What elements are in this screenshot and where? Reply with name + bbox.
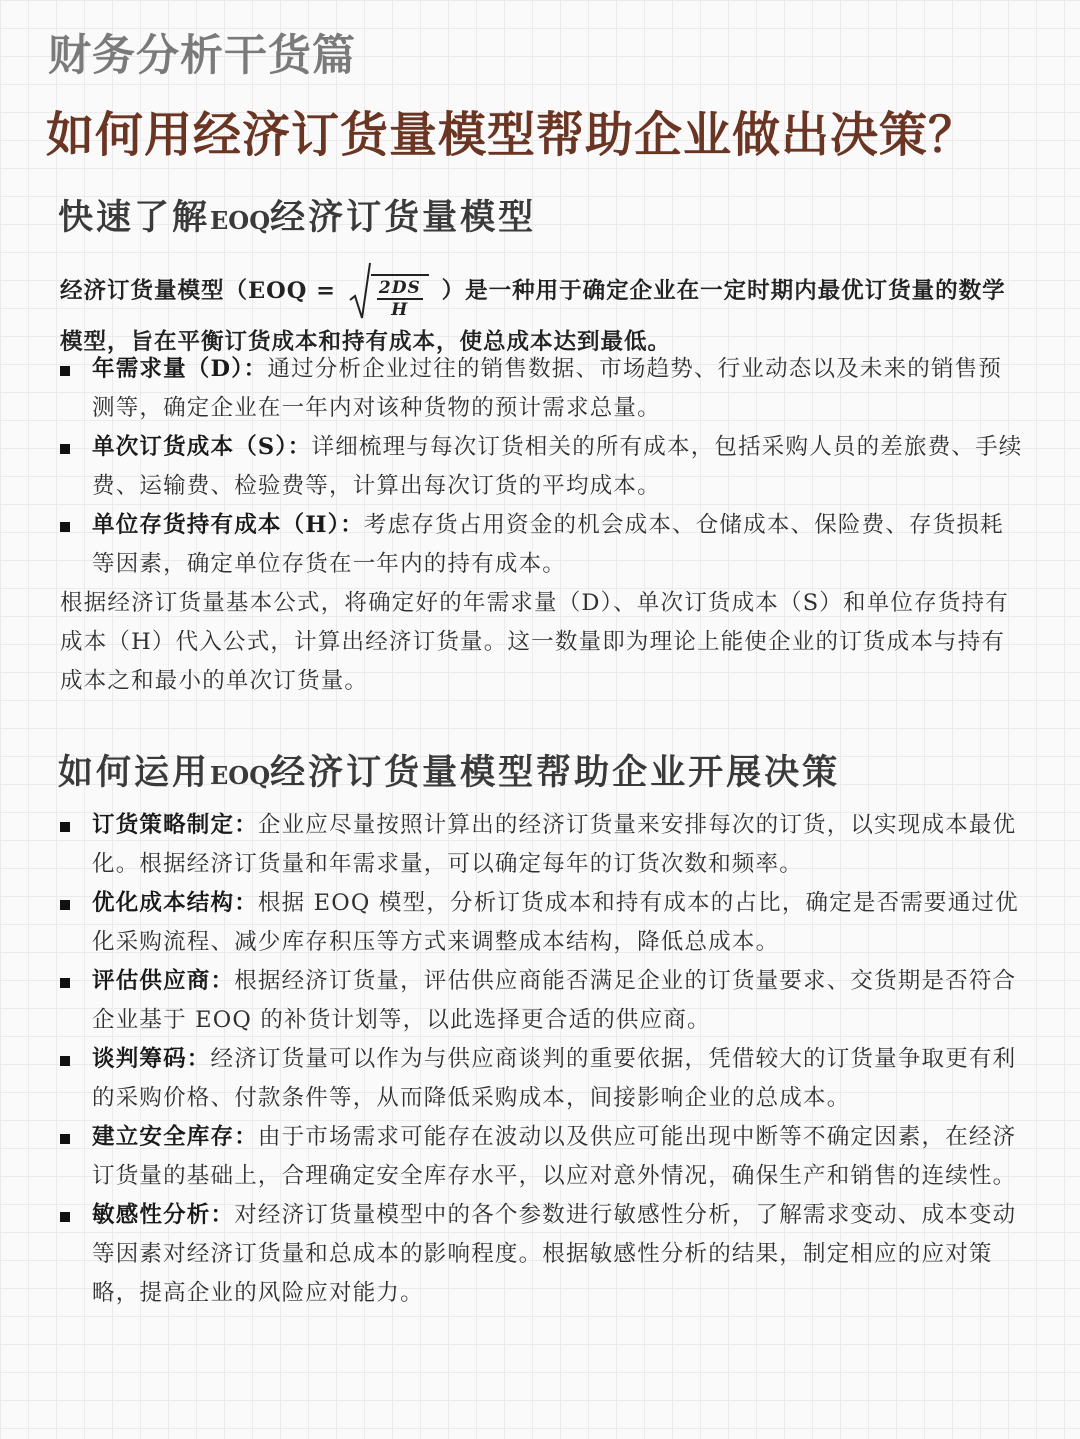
eoq-formula bbox=[349, 262, 429, 320]
list-item-text: 根据经济订货量，评估供应商能否满足企业的订货量要求、交货期是否符合企业基于 EOQ 的补货计划等，以此选择更合适的供应商。 bbox=[92, 968, 1017, 1033]
section1-intro bbox=[60, 262, 1020, 364]
list-item-term: 单位存货持有成本（H）： bbox=[92, 512, 364, 538]
sqrt-icon bbox=[349, 262, 371, 320]
list-item-term: 谈判筹码： bbox=[92, 1046, 211, 1072]
list-item-text: 考虑存货占用资金的机会成本、仓储成本、保险费、存货损耗等因素，确定单位存货在一年内的持有成本。 bbox=[92, 512, 1004, 577]
section2-heading bbox=[58, 745, 840, 795]
section1-heading-pre: 快速了解 bbox=[58, 198, 211, 238]
square-bullet-icon bbox=[60, 444, 70, 454]
list-item-term: 单次订货成本（S）： bbox=[92, 434, 312, 460]
section1-heading-post: 经济订货量模型 bbox=[270, 198, 537, 238]
list-item bbox=[60, 1118, 1025, 1196]
section1-heading bbox=[58, 190, 536, 240]
section2-heading-eoq: EOQ bbox=[210, 761, 271, 790]
square-bullet-icon bbox=[60, 900, 70, 910]
page-title: 如何用经济订货量模型帮助企业做出决策？ bbox=[46, 107, 978, 163]
section2-list bbox=[60, 806, 1025, 1313]
list-item bbox=[60, 806, 1025, 884]
square-bullet-icon bbox=[60, 366, 70, 376]
list-item-text: 经济订货量可以作为与供应商谈判的重要依据，凭借较大的订货量争取更有利的采购价格、付款条件等，从而降低采购成本，间接影响企业的总成本。 bbox=[92, 1046, 1017, 1111]
list-item-term: 订货策略制定： bbox=[92, 812, 258, 838]
list-item-text: 对经济订货量模型中的各个参数进行敏感性分析，了解需求变动、成本变动等因素对经济订货量和总成本的影响程度。根据敏感性分析的结果，制定相应的应对策略，提高企业的风险应对能力。 bbox=[92, 1202, 1017, 1306]
section1-list bbox=[60, 350, 1025, 584]
formula-denominator: H bbox=[391, 300, 409, 320]
section2-heading-pre: 如何运用 bbox=[58, 753, 211, 793]
list-item-text: 通过分析企业过往的销售数据、市场趋势、行业动态以及未来的销售预测等，确定企业在一年内对该种货物的预计需求总量。 bbox=[92, 356, 1003, 421]
section2-heading-post: 经济订货量模型帮助企业开展决策 bbox=[270, 753, 841, 793]
section1-heading-eoq: EOQ bbox=[210, 206, 271, 235]
list-item-term: 敏感性分析： bbox=[92, 1202, 235, 1228]
list-item-term: 评估供应商： bbox=[92, 968, 235, 994]
square-bullet-icon bbox=[60, 822, 70, 832]
square-bullet-icon bbox=[60, 1212, 70, 1222]
intro-text-pre: 经济订货量模型（EOQ = bbox=[60, 278, 337, 304]
intro-text-post: ）是一种用于确定企业在一定时期内最优订货量的数学模型，旨在平衡订货成本和持有成本，使总成本达到最低。 bbox=[60, 278, 1006, 355]
list-item bbox=[60, 884, 1025, 962]
list-item-text: 根据 EOQ 模型，分析订货成本和持有成本的占比，确定是否需要通过优化采购流程、减少库存积压等方式来调整成本结构，降低总成本。 bbox=[92, 890, 1019, 955]
list-item-text: 由于市场需求可能存在波动以及供应可能出现中断等不确定因素，在经济订货量的基础上，合理确定安全库存水平，以应对意外情况，确保生产和销售的连续性。 bbox=[92, 1124, 1017, 1189]
list-item bbox=[60, 506, 1025, 584]
section1-paragraph: 根据经济订货量基本公式，将确定好的年需求量（D）、单次订货成本（S）和单位存货持有成本（H）代入公式，计算出经济订货量。这一数量即为理论上能使企业的订货成本与持有成本之和最小的单次订货量。 bbox=[60, 590, 1009, 694]
list-item bbox=[60, 1040, 1025, 1118]
page-kicker: 财务分析干货篇 bbox=[48, 31, 356, 81]
list-item-term: 优化成本结构： bbox=[92, 890, 258, 916]
list-item-term: 年需求量（D）： bbox=[92, 356, 268, 382]
list-item bbox=[60, 350, 1025, 428]
formula-fraction bbox=[371, 274, 429, 320]
square-bullet-icon bbox=[60, 1134, 70, 1144]
square-bullet-icon bbox=[60, 522, 70, 532]
formula-numerator: 2DS bbox=[378, 278, 421, 298]
list-item-text: 详细梳理与每次订货相关的所有成本，包括采购人员的差旅费、手续费、运输费、检验费等，计算出每次订货的平均成本。 bbox=[92, 434, 1023, 499]
square-bullet-icon bbox=[60, 978, 70, 988]
list-item bbox=[60, 962, 1025, 1040]
list-item bbox=[60, 1196, 1025, 1313]
list-item bbox=[60, 428, 1025, 506]
list-item-term: 建立安全库存： bbox=[92, 1124, 258, 1150]
list-item-text: 企业应尽量按照计算出的经济订货量来安排每次的订货，以实现成本最优化。根据经济订货量和年需求量，可以确定每年的订货次数和频率。 bbox=[92, 812, 1017, 877]
square-bullet-icon bbox=[60, 1056, 70, 1066]
